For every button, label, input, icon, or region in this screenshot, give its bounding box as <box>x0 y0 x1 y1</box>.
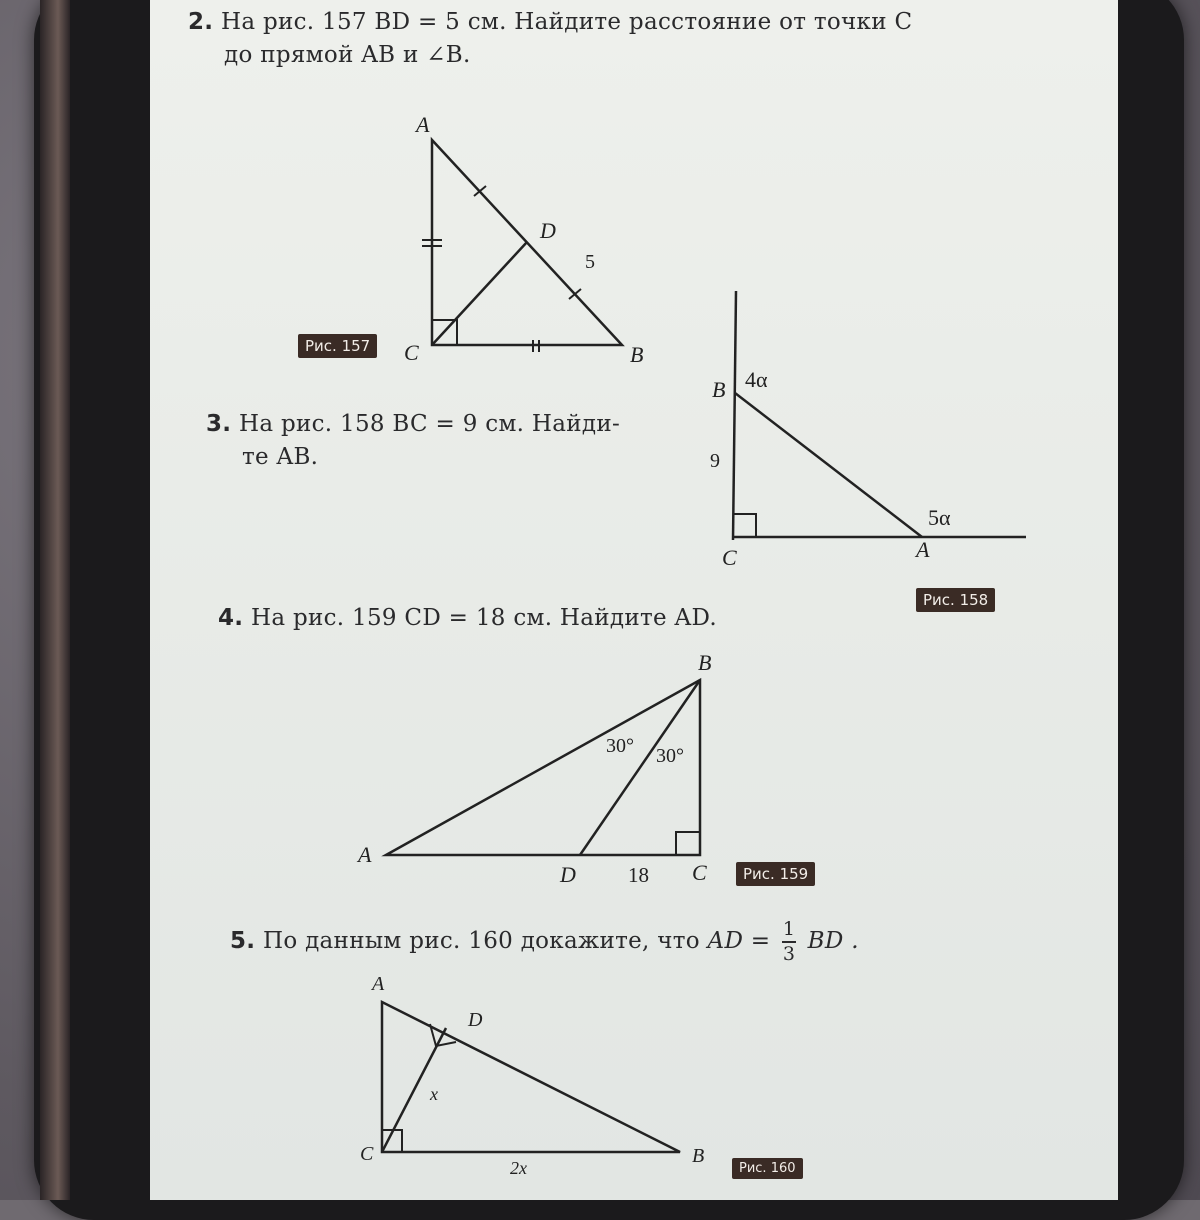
label-a: A <box>372 973 385 995</box>
triangle-abc <box>386 680 700 855</box>
fraction-denominator: 3 <box>782 943 796 965</box>
right-angle-mark <box>733 514 756 537</box>
label-b: B <box>692 1145 705 1167</box>
label-b: B <box>698 650 712 675</box>
phone-edge <box>40 0 70 1200</box>
figure-caption: Рис. 160 <box>732 1158 803 1179</box>
figure-157 <box>370 110 670 370</box>
problem-text-line2: те AB. <box>242 444 319 471</box>
length-label: 5 <box>585 251 595 273</box>
problem-2 <box>188 6 912 73</box>
problem-text-line1: На рис. 159 CD = 18 см. Найдите AD. <box>250 605 717 631</box>
problem-number: 4. <box>218 605 244 631</box>
angle-label: 30° <box>606 735 634 757</box>
label-b: B <box>630 342 644 367</box>
problem-number: 3. <box>206 411 232 437</box>
label-a: A <box>358 842 372 867</box>
figure-caption: Рис. 159 <box>736 862 815 886</box>
problem-text-line1: На рис. 158 BC = 9 см. Найди- <box>238 411 621 437</box>
altitude-cd <box>432 242 527 345</box>
problem-text-line1: На рис. 157 BD = 5 см. Найдите расстояние от точки C <box>220 9 913 35</box>
segment-bd <box>580 680 700 855</box>
angle-label: 4α <box>745 367 768 392</box>
problem-3 <box>206 408 620 475</box>
label-2x: 2x <box>510 1158 527 1178</box>
problem-text: По данным рис. 160 докажите, что <box>262 928 700 954</box>
fraction <box>782 920 796 964</box>
hypotenuse-ab <box>735 393 922 537</box>
phone-screen <box>150 0 1118 1200</box>
equation-lhs: AD = <box>707 928 771 954</box>
figure-caption: Рис. 157 <box>298 334 377 358</box>
label-c: C <box>692 860 707 885</box>
fraction-numerator: 1 <box>782 918 796 940</box>
problem-number: 5. <box>230 928 256 954</box>
label-c: C <box>722 545 737 570</box>
figure-caption: Рис. 158 <box>916 588 995 612</box>
figure-159 <box>350 650 730 890</box>
angle-label: 5α <box>928 505 951 530</box>
vertical-line <box>733 291 736 540</box>
right-angle-mark <box>676 832 700 855</box>
equation-rhs: BD . <box>807 928 859 954</box>
triangle-abc <box>382 1002 680 1152</box>
angle-label: 30° <box>656 745 684 767</box>
problem-5 <box>230 920 859 964</box>
label-c: C <box>404 340 419 365</box>
side-label: 18 <box>628 863 649 887</box>
label-d: D <box>540 218 556 243</box>
side-label: 9 <box>710 450 720 472</box>
label-b: B <box>712 377 726 402</box>
label-d: D <box>560 862 576 887</box>
problem-text-line2: до прямой AB и ∠B. <box>224 42 471 69</box>
label-d: D <box>468 1009 483 1031</box>
figure-160 <box>350 970 720 1190</box>
problem-4 <box>218 602 717 635</box>
label-c: C <box>360 1143 374 1165</box>
label-a: A <box>916 537 930 562</box>
label-a: A <box>416 112 430 137</box>
label-x: x <box>430 1084 438 1104</box>
figure-158 <box>700 285 1030 585</box>
problem-number: 2. <box>188 9 214 35</box>
